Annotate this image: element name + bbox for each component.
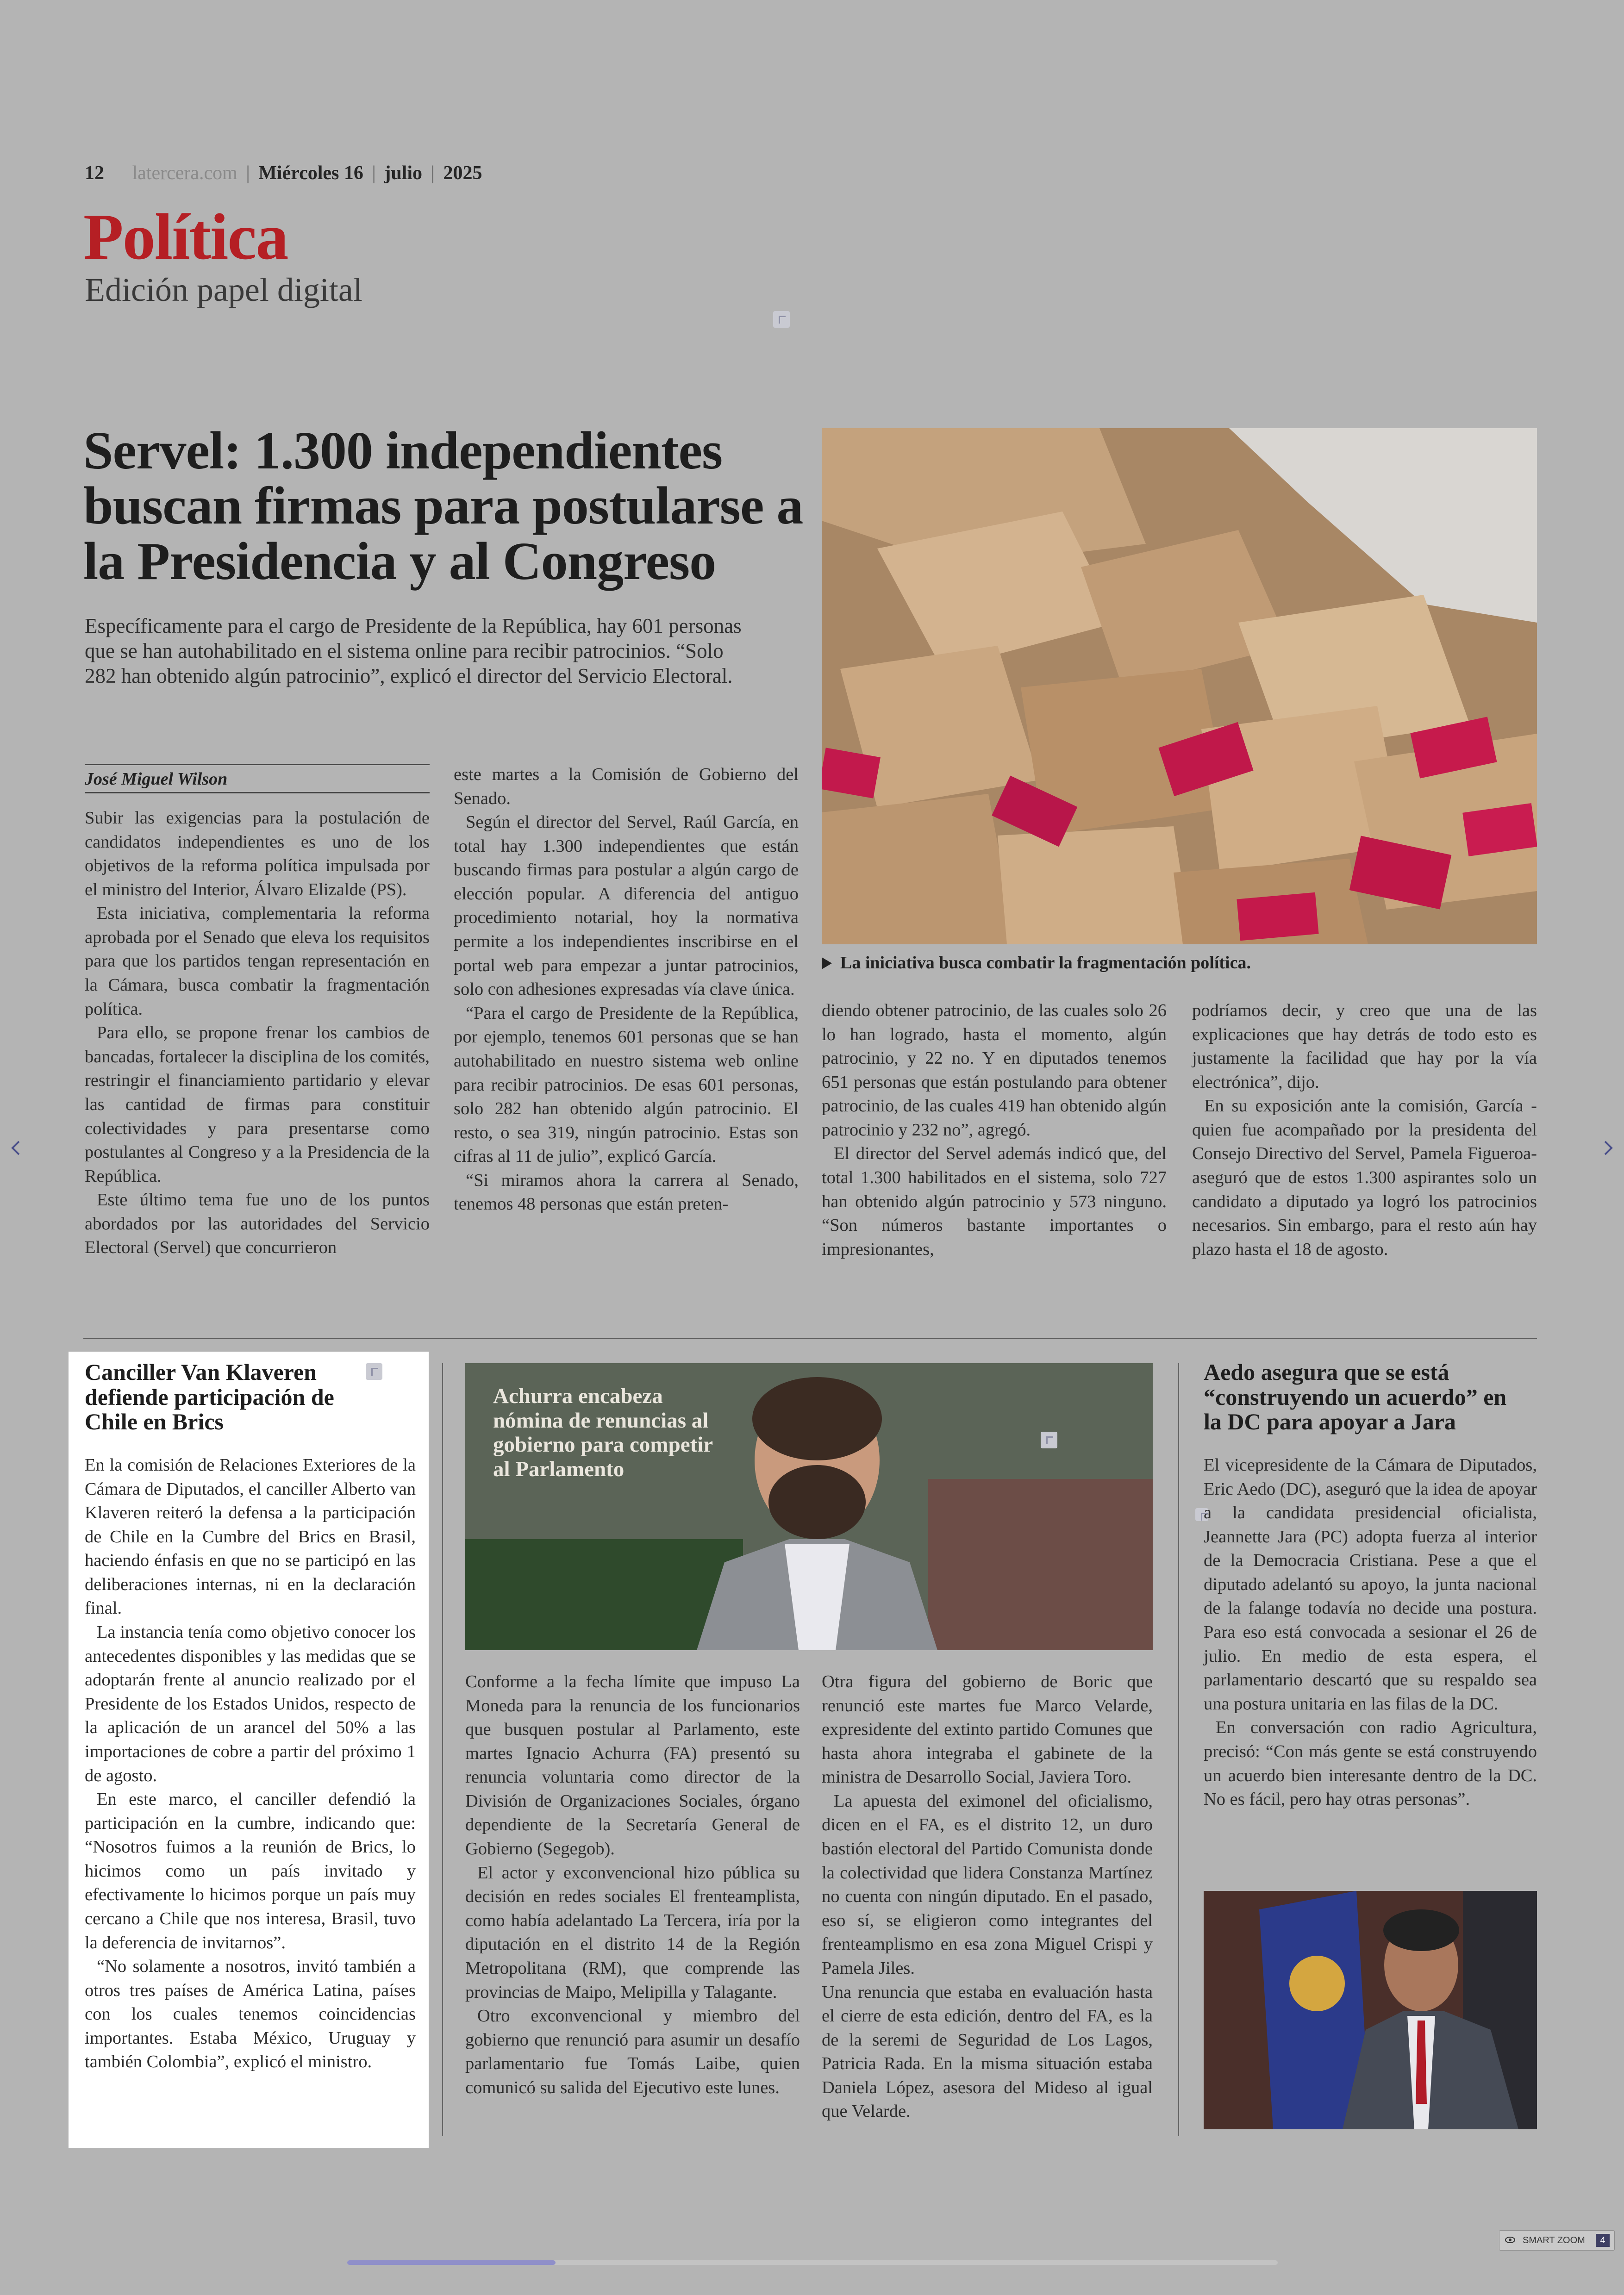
envelopes-illustration	[822, 428, 1537, 944]
main-column-1	[85, 806, 430, 1260]
edition-subtitle: Edición papel digital	[85, 271, 362, 308]
photo-caption	[822, 953, 1537, 973]
previous-page-button[interactable]	[7, 1139, 25, 1157]
eye-icon	[1505, 2237, 1515, 2243]
section-title: Política	[83, 200, 288, 273]
paragraph: “No solamente a nosotros, invitó también a otros tres países de América Latina, países con los cuales tenemos coincidencias importantes. Estaba México, Uruguay y también Colombia”, explicó el ministro.	[85, 1957, 416, 2072]
bookmark-flag-icon[interactable]	[366, 1363, 382, 1380]
vk-article-title: Canciller Van Klaveren defiende participación de Chile en Brics	[85, 1359, 334, 1434]
chevron-left-icon	[7, 1139, 25, 1157]
aedo-article-body	[1204, 1453, 1537, 1812]
paragraph: Este último tema fue uno de los puntos abordados por las autoridades del Servicio Electoral (Servel) que concurrieron	[85, 1190, 430, 1258]
paragraph: diendo obtener patrocinio, de las cuales solo 26 lo han logrado, hasta el momento, algún patrocinio, y 22 no. Y en diputados tenemos 651 personas que están postulando para obtener patrocinio, de las cuales 419 han obtenido algún patrocinio y 232 no”, agregó.	[822, 1001, 1167, 1140]
page-header-line: 12 latercera.com | Miércoles 16 | julio | 2025	[85, 162, 482, 184]
caption-triangle-icon	[822, 957, 832, 969]
date-month: julio	[384, 162, 423, 184]
date-day: Miércoles 16	[258, 162, 363, 184]
page-scrollbar-thumb[interactable]	[347, 2260, 556, 2265]
paragraph: En la comisión de Relaciones Exteriores de la Cámara de Diputados, el canciller Alberto van Klaveren reiteró la defensa a la participación de Chile en la Cumbre del Brics en Brasil, haciendo énfasis en que no se participó en las deliberaciones internas, ni en la declaración final.	[85, 1455, 416, 1618]
next-page-button[interactable]	[1599, 1139, 1617, 1157]
paragraph: La apuesta del eximonel del oficialismo, dicen en el FA, es el distrito 12, un duro bastión electoral del Partido Comunista donde la colectividad que lidera Constanza Martínez no cuenta con ningún diputado. En el pasado, eso sí, se eligieron como integrantes del frenteamplismo en esa zona Miguel Crispi y Pamela Jiles.	[822, 1791, 1153, 1978]
aedo-photo	[1204, 1891, 1537, 2129]
paragraph: “Para el cargo de Presidente de la República, por ejemplo, tenemos 601 personas que se han autohabilitado en nuestro sistema web online para recibir patrocinios. De esas 601 personas, solo 282 han obtenido algún patrocinio. El resto, o sea 319, ningún patrocinio. Estas son cifras al 11 de julio”, explicó García.	[454, 1003, 799, 1166]
paragraph: este martes a la Comisión de Gobierno del Senado.	[454, 765, 799, 808]
main-standfirst: Específicamente para el cargo de Presidente de la República, hay 601 personas que se han autohabilitado en el sistema online para recibir patrocinios. “Solo 282 han obtenido algún patrocinio”, explicó el director del Servicio Electoral.	[85, 614, 742, 687]
smart-zoom-label: SMART ZOOM	[1523, 2235, 1585, 2245]
paragraph: Según el director del Servel, Raúl García, en total hay 1.300 independientes que están buscando firmas para postular a algún cargo de elección popular. A diferencia del antiguo procedimiento notarial, hoy la normativa permite a los independientes inscribirse en el portal web para empezar a juntar patrocinios, solo con adhesiones expresadas vía clave única.	[454, 812, 799, 999]
portrait-illustration	[1204, 1891, 1537, 2129]
paragraph: Subir las exigencias para la postulación de candidatos independientes es uno de los objetivos de la reforma política impulsada por el ministro del Interior, Álvaro Elizalde (PS).	[85, 808, 430, 899]
paragraph: La instancia tenía como objetivo conocer los antecedentes disponibles y las medidas que se adoptarán frente al anuncio realizado por el Presidente de los Estados Unidos, respecto de la aplicación de un arancel del 50% a las importaciones de cobre a partir del próximo 1 de agosto.	[85, 1622, 416, 1785]
main-column-2	[454, 763, 799, 1216]
column-divider	[442, 1363, 443, 2136]
paragraph: El actor y exconvencional hizo pública su decisión en redes sociales El frenteamplista, como había adelantado La Tercera, iría por la diputación en el distrito 14 de la Región Metropolitana (RM), que comprende las provincias de Maipo, Melipilla y Talagante.	[465, 1863, 800, 2002]
page-indicator: 4	[1596, 2234, 1610, 2247]
paragraph: En conversación con radio Agricultura, precisó: “Con más gente se está construyendo un acuerdo bien interesante dentro de la DC. No es fácil, pero hay otras personas”.	[1204, 1718, 1537, 1809]
paragraph: Conforme a la fecha límite que impuso La Moneda para la renuncia de los funcionarios que busquen postular al Parlamento, este martes Ignacio Achurra (FA) presentó su renuncia voluntaria como director de la División de Organizaciones Sociales, órgano dependiente de la Secretaría General de Gobierno (Segegob).	[465, 1672, 800, 1859]
vk-article-body	[85, 1453, 416, 2074]
paragraph: Otra figura del gobierno de Boric que renunció este martes fue Marco Velarde, expresidente del extinto partido Comunes que hasta ahora integraba el gabinete de la ministra de Desarrollo Social, Javiera Toro.	[822, 1672, 1153, 1787]
paragraph: podríamos decir, y creo que una de las explicaciones que hay detrás de todo esto es justamente la facilidad que hay por la vía electrónica”, dijo.	[1192, 1001, 1537, 1092]
date-year: 2025	[443, 162, 482, 184]
envelopes-photo	[822, 428, 1537, 944]
paragraph: Para ello, se propone frenar los cambios de bancadas, fortalecer la disciplina de los comités, restringir el financiamiento partidario y elevar las cantidad de firmas para constituir colectividades y para presentarse como postulantes al Congreso y a la Presidencia de la República.	[85, 1023, 430, 1186]
smart-zoom-button[interactable]	[1499, 2230, 1615, 2251]
section-divider	[83, 1338, 1537, 1339]
paragraph: Otro exconvencional y miembro del gobierno que renunció para asumir un desafío parlamentario fue Tomás Laibe, quien comunicó su salida del Ejecutivo este lunes.	[465, 2006, 800, 2097]
main-column-4	[1192, 999, 1537, 1261]
main-headline: Servel: 1.300 independientes buscan firmas para postularse a la Presidencia y al Congreso	[83, 421, 803, 591]
paragraph: Esta iniciativa, complementaria la reforma aprobada por el Senado que eleva los requisitos para que los partidos tengan representación en la Cámara, busca combatir la fragmentación política.	[85, 904, 430, 1019]
column-divider	[1178, 1363, 1179, 2136]
main-column-3	[822, 999, 1167, 1261]
photo-overlay-title: Achurra encabeza nómina de renuncias al gobierno para competir al Parlamento	[493, 1384, 713, 1481]
site-name: latercera.com	[132, 162, 237, 184]
bookmark-flag-icon[interactable]	[773, 311, 790, 328]
caption-text: La iniciativa busca combatir la fragmentación política.	[840, 953, 1251, 973]
bookmark-flag-icon[interactable]	[1041, 1432, 1057, 1448]
aedo-article-title: Aedo asegura que se está “construyendo un acuerdo” en la DC para apoyar a Jara	[1204, 1359, 1507, 1434]
paragraph: En su exposición ante la comisión, García -quien fue acompañado por la presidenta del Consejo Directivo del Servel, Pamela Figueroa- aseguró que de estos 1.300 aspirantes solo un candidato a diputado ya logró los patrocinios necesarios. Sin embargo, para el resto aún hay plazo hasta el 18 de agosto.	[1192, 1096, 1537, 1259]
achurra-column-1	[465, 1670, 800, 2100]
paragraph: El vicepresidente de la Cámara de Diputados, Eric Aedo (DC), aseguró que la idea de apoyar a la candidata presidencial oficialista, Jeannette Jara (PC) adopta fuerza al interior de la Democracia Cristiana. Pese a que el diputado adelantó su apoyo, la junta nacional de la falange todavía no decide una postura. Para eso está convocada a sesionar el 26 de julio. En medio de esta espera, el parlamentario descartó que su respaldo sea una postura unitaria en las filas de la DC.	[1204, 1455, 1537, 1714]
paragraph: El director del Servel además indicó que, del total 1.300 habilitados en el sistema, solo 727 han obtenido algún patrocinio y 573 ninguno. “Son números bastante importantes o impresionantes,	[822, 1144, 1167, 1259]
paragraph: Una renuncia que estaba en evaluación hasta el cierre de esta edición, dentro del FA, es la de la seremi de Seguridad de Los Lagos, Patricia Rada. En la misma situación estaba Daniela López, asesora del Mideso al igual que Velarde.	[822, 1982, 1153, 2121]
paragraph: “Si miramos ahora la carrera al Senado, tenemos 48 personas que están preten-	[454, 1170, 799, 1214]
byline: José Miguel Wilson	[85, 764, 430, 793]
page-number: 12	[85, 162, 104, 184]
achurra-column-2	[822, 1670, 1153, 2124]
paragraph: En este marco, el canciller defendió la participación en la cumbre, indicando que: “Nosotros fuimos a la reunión de Brics, lo hicimos como un país invitado y efectivamente lo hicimos porque un país muy cercano a Chile que nos interesa, Brasil, tuvo la deferencia de invitarnos”.	[85, 1790, 416, 1952]
chevron-right-icon	[1599, 1139, 1617, 1157]
